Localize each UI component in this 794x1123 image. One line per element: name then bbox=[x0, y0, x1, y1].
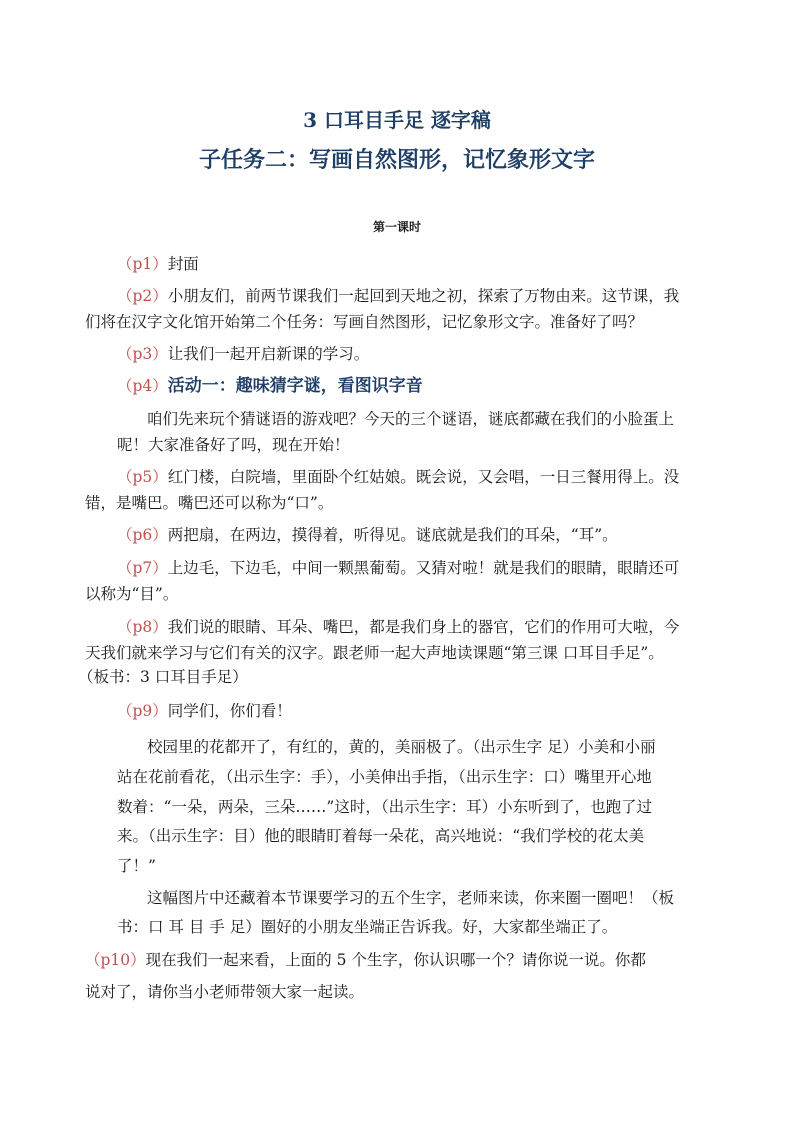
paragraph-p2 bbox=[117, 289, 679, 305]
lesson-label: 第一课时 bbox=[372, 220, 421, 234]
story-line-5: 了！” bbox=[117, 857, 156, 875]
paragraph-p10-line2: 说对了，请你当小老师带领大家一起读。 bbox=[85, 983, 365, 1001]
paragraph-p4-line1: 咱们先来玩个猜谜语的游戏吧？今天的三个谜语，谜底都藏在我们的小脸蛋上 bbox=[147, 410, 675, 428]
note-line-2: 书：口 耳 目 手 足）圈好的小朋友坐端正告诉我。好，大家都坐端正了。 bbox=[117, 918, 618, 936]
paragraph-p9 bbox=[117, 704, 292, 720]
paragraph-p10 bbox=[85, 953, 646, 969]
slide-tag: （p6） bbox=[117, 526, 168, 544]
story-line-3: 数着：“一朵，两朵，三朵……”这时，（出示生字：耳）小东听到了，也跑了过 bbox=[117, 798, 653, 816]
slide-tag: （p5） bbox=[117, 468, 168, 486]
slide-tag: （p8） bbox=[117, 618, 168, 636]
story-line-2: 站在花前看花，（出示生字：手），小美伸出手指，（出示生字：口）嘴里开心地 bbox=[117, 768, 652, 786]
paragraph-p8-line3: （板书：3 口耳目手足） bbox=[78, 668, 248, 686]
slide-tag: （p2） bbox=[117, 287, 168, 305]
paragraph-p8-line2: 天我们就来学习与它们有关的汉字。跟老师一起大声地读课题“第三课 口耳目手足”。 bbox=[85, 644, 664, 662]
slide-tag: （p1） bbox=[117, 255, 168, 273]
note-line-1: 这幅图片中还藏着本节课要学习的五个生字，老师来读，你来圈一圈吧！（板 bbox=[147, 889, 675, 907]
paragraph-p6 bbox=[117, 528, 618, 544]
slide-tag: （p10） bbox=[85, 951, 146, 969]
activity-heading bbox=[117, 378, 423, 395]
activity-title: 活动一：趣味猜字谜，看图识字音 bbox=[167, 376, 423, 396]
paragraph-p7 bbox=[117, 561, 679, 577]
paragraph-p7-line2: 以称为“目”。 bbox=[85, 585, 179, 603]
story-line-4: 来。（出示生字：目）他的眼睛盯着每一朵花，高兴地说：“我们学校的花太美 bbox=[117, 827, 645, 845]
paragraph-p5-line2: 错，是嘴巴。嘴巴还可以称为“口”。 bbox=[85, 494, 334, 512]
paragraph-text: 我们说的眼睛、耳朵、嘴巴，都是我们身上的器官，它们的作用可大啦，今 bbox=[167, 618, 680, 636]
story-line-1: 校园里的花都开了，有红的，黄的，美丽极了。（出示生字 足）小美和小丽 bbox=[147, 738, 656, 756]
paragraph-p5 bbox=[117, 470, 679, 486]
paragraph-p1 bbox=[117, 257, 199, 273]
paragraph-text: 现在我们一起来看，上面的 5 个生字，你认识哪一个？请你说一说。你都 bbox=[145, 951, 646, 969]
document-title: 3 口耳目手足 逐字稿 bbox=[303, 108, 491, 132]
slide-tag: （p3） bbox=[117, 345, 168, 363]
paragraph-text: 同学们，你们看！ bbox=[167, 702, 292, 720]
paragraph-p8 bbox=[117, 620, 679, 636]
slide-tag: （p9） bbox=[117, 702, 168, 720]
slide-tag: （p7） bbox=[117, 559, 168, 577]
paragraph-text: 封面 bbox=[167, 255, 199, 273]
paragraph-text: 上边毛，下边毛，中间一颗黑葡萄。又猜对啦！就是我们的眼睛，眼睛还可 bbox=[167, 559, 680, 577]
slide-tag: （p4） bbox=[117, 377, 168, 395]
paragraph-p3 bbox=[117, 347, 369, 363]
paragraph-p4-line2: 呢！大家准备好了吗，现在开始！ bbox=[117, 436, 350, 454]
paragraph-p2-line2: 们将在汉字文化馆开始第二个任务：写画自然图形，记忆象形文字。准备好了吗？ bbox=[85, 313, 644, 331]
paragraph-text: 让我们一起开启新课的学习。 bbox=[167, 345, 370, 363]
paragraph-text: 两把扇，在两边，摸得着，听得见。谜底就是我们的耳朵，“耳”。 bbox=[167, 526, 618, 544]
document-subtitle: 子任务二：写画自然图形，记忆象形文字 bbox=[198, 147, 595, 173]
paragraph-text: 小朋友们，前两节课我们一起回到天地之初，探索了万物由来。这节课，我 bbox=[167, 287, 680, 305]
paragraph-text: 红门楼，白院墙，里面卧个红姑娘。既会说，又会唱，一日三餐用得上。没 bbox=[167, 468, 680, 486]
